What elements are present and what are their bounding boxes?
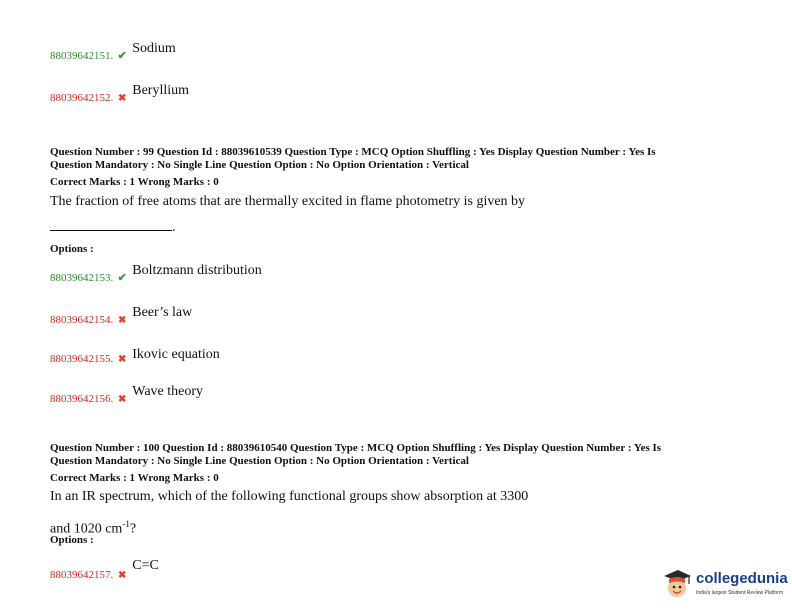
question-99-marks: Correct Marks : 1 Wrong Marks : 0 — [50, 176, 219, 188]
question-100-text-line1: In an IR spectrum, which of the following functional groups show absorption at 3300 — [50, 489, 529, 504]
option-id: 88039642155. — [50, 353, 114, 365]
option-88039642152 — [50, 83, 190, 106]
option-text: Sodium — [132, 41, 176, 56]
option-88039642157 — [50, 558, 159, 583]
text-superscript: -1 — [122, 519, 130, 529]
text-pre: and 1020 cm — [50, 521, 123, 537]
option-id: 88039642156. — [50, 393, 114, 405]
option-text: Ikovic equation — [132, 347, 220, 362]
cross-icon: ✖ — [118, 315, 127, 326]
option-88039642156 — [50, 384, 204, 407]
option-88039642155 — [50, 349, 220, 367]
option-text: Beer’s law — [132, 305, 193, 320]
question-100-options-label: Options : — [50, 534, 94, 546]
option-88039642151 — [50, 41, 176, 64]
option-text: Beryllium — [132, 83, 190, 98]
graduate-mascot-icon — [660, 566, 692, 602]
option-88039642154 — [50, 305, 193, 328]
logo-tagline: India's largest Student Review Platform — [696, 590, 784, 596]
check-icon: ✔ — [117, 272, 127, 284]
option-text: C=C — [132, 558, 159, 573]
question-100-meta-line1: Question Number : 100 Question Id : 88039610540 Question Type : MCQ Option Shuffling : Yes Display Question Number : Yes Is — [50, 442, 662, 454]
question-99-meta-line1: Question Number : 99 Question Id : 88039610539 Question Type : MCQ Option Shuffling : Yes Display Question Number : Yes Is — [50, 146, 656, 158]
collegedunia-logo — [660, 566, 788, 604]
option-id: 88039642153. — [50, 272, 114, 284]
option-88039642153 — [50, 263, 262, 286]
answer-blank — [50, 219, 172, 231]
option-id: 88039642152. — [50, 92, 114, 104]
question-99-text: The fraction of free atoms that are thermally excited in flame photometry is given by — [50, 194, 526, 209]
option-text: Wave theory — [132, 384, 204, 399]
text-post: ? — [129, 521, 137, 537]
question-100-meta-line2: Question Mandatory : No Single Line Question Option : No Option Orientation : Vertical — [50, 455, 469, 467]
question-99-options-label: Options : — [50, 243, 94, 255]
option-id: 88039642157. — [50, 569, 114, 581]
question-99-blank — [50, 219, 176, 237]
option-id: 88039642154. — [50, 314, 114, 326]
option-text: Boltzmann distribution — [132, 263, 262, 278]
cross-icon: ✖ — [118, 354, 127, 365]
cross-icon: ✖ — [118, 93, 127, 104]
check-icon: ✔ — [117, 50, 127, 62]
cross-icon: ✖ — [118, 570, 127, 581]
cross-icon: ✖ — [118, 394, 127, 405]
logo-name: collegedunia — [696, 570, 788, 587]
option-id: 88039642151. — [50, 50, 114, 62]
question-99-meta-line2: Question Mandatory : No Single Line Question Option : No Option Orientation : Vertical — [50, 159, 469, 171]
blank-suffix: . — [172, 220, 176, 235]
question-100-marks: Correct Marks : 1 Wrong Marks : 0 — [50, 472, 219, 484]
